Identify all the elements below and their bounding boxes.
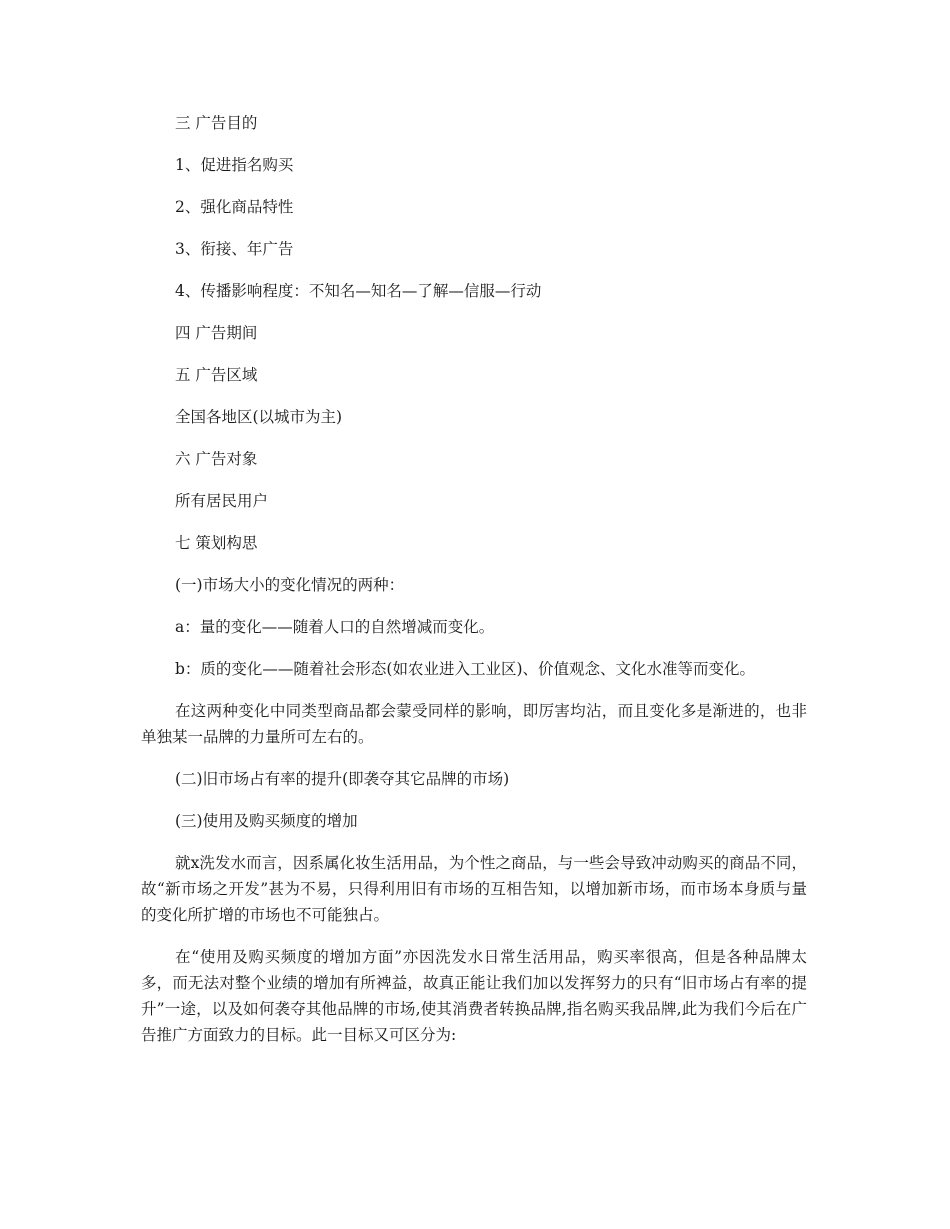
subsection-heading: (二)旧市场占有率的提升(即袭夺其它品牌的市场) xyxy=(175,770,510,788)
subsection-heading: (一)市场大小的变化情况的两种： xyxy=(175,576,405,594)
paragraph: 所有居民用户 xyxy=(175,492,269,510)
section-heading-ad-period: 四 广告期间 xyxy=(175,324,258,342)
section-heading-ad-purpose: 三 广告目的 xyxy=(175,114,258,132)
list-item: 1、促进指名购买 xyxy=(175,156,294,174)
section-heading-planning-concept: 七 策划构思 xyxy=(175,534,258,552)
paragraph: 在“使用及购买频度的增加方面”亦因洗发水日常生活用品，购买率很高，但是各种品牌太多，而无法对整个业绩的增加有所裨益，故真正能让我们加以发挥努力的只有“旧市场占有率的提升”一途，以及如何袭夺其他品牌的市场,使其消费者转换品牌,指名购买我品牌,此为我们今后在广告推广方面致力的目标。此一目标又可区分为: xyxy=(141,948,807,1044)
document-body xyxy=(141,110,807,1064)
paragraph: b：质的变化——随着社会形态(如农业进入工业区)、价值观念、文化水准等而变化。 xyxy=(175,660,756,678)
paragraph: a：量的变化——随着人口的自然增减而变化。 xyxy=(175,618,495,636)
paragraph: 就x洗发水而言，因系属化妆生活用品，为个性之商品，与一些会导致冲动购买的商品不同，故“新市场之开发”甚为不易，只得利用旧有市场的互相告知，以增加新市场，而市场本身质与量的变化所扩增的市场也不可能独占。 xyxy=(141,854,807,924)
list-item: 4、传播影响程度：不知名—知名—了解—信服—行动 xyxy=(175,282,542,300)
section-heading-ad-region: 五 广告区域 xyxy=(175,366,258,384)
paragraph: 全国各地区(以城市为主) xyxy=(175,408,343,426)
section-heading-ad-audience: 六 广告对象 xyxy=(175,450,258,468)
subsection-heading: (三)使用及购买频度的增加 xyxy=(175,812,358,830)
paragraph: 在这两种变化中同类型商品都会蒙受同样的影响，即厉害均沾，而且变化多是渐进的，也非单独某一品牌的力量所可左右的。 xyxy=(141,702,807,746)
list-item: 2、强化商品特性 xyxy=(175,198,294,216)
list-item: 3、衔接、年广告 xyxy=(175,240,294,258)
